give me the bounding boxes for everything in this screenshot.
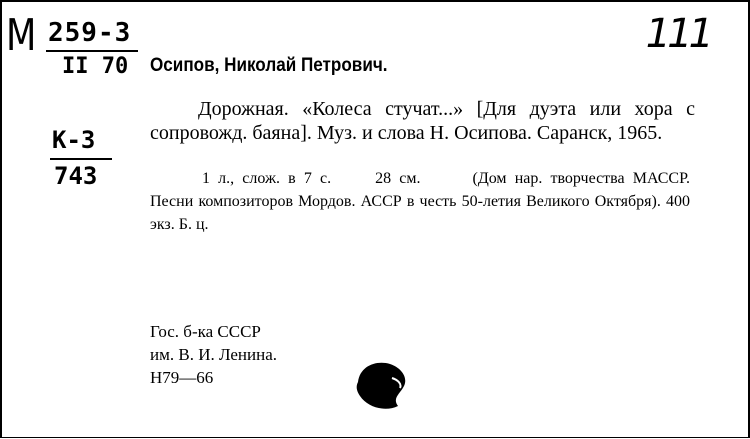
size-text: 28 см. xyxy=(375,170,421,187)
series-text: (Дом нар. творчества МАССР. Песни композиторов Мордов. АССР в честь 50-летия Великого Октября). 400 экз. Б. ц. xyxy=(150,170,690,233)
library-imprint xyxy=(150,320,277,389)
shelf-mark-divider xyxy=(46,50,138,52)
cipher-divider xyxy=(50,158,112,160)
physical-description xyxy=(150,167,690,236)
library-line-2: им. В. И. Ленина. xyxy=(150,345,278,364)
cipher-bottom: 743 xyxy=(54,162,98,190)
cipher-top: К-3 xyxy=(52,126,96,154)
handwritten-letter-m: М xyxy=(6,10,37,61)
author-heading: Осипов, Николай Петрович. xyxy=(150,55,388,76)
library-line-3: Н79—66 xyxy=(150,368,214,387)
shelf-mark-bottom: II 70 xyxy=(62,54,129,79)
card-number: 111 xyxy=(645,11,710,57)
shelf-mark-top: 259-3 xyxy=(48,18,132,48)
title-block: Дорожная. «Колеса стучат...» [Для дуэта или хора с сопровожд. баяна]. Муз. и слова Н. Осипова. Саранск, 1965. xyxy=(150,98,695,144)
punch-hole-icon xyxy=(352,356,410,412)
pages-text: 1 л., слож. в 7 с. xyxy=(202,170,332,187)
library-line-1: Гос. б-ка СССР xyxy=(150,322,261,341)
